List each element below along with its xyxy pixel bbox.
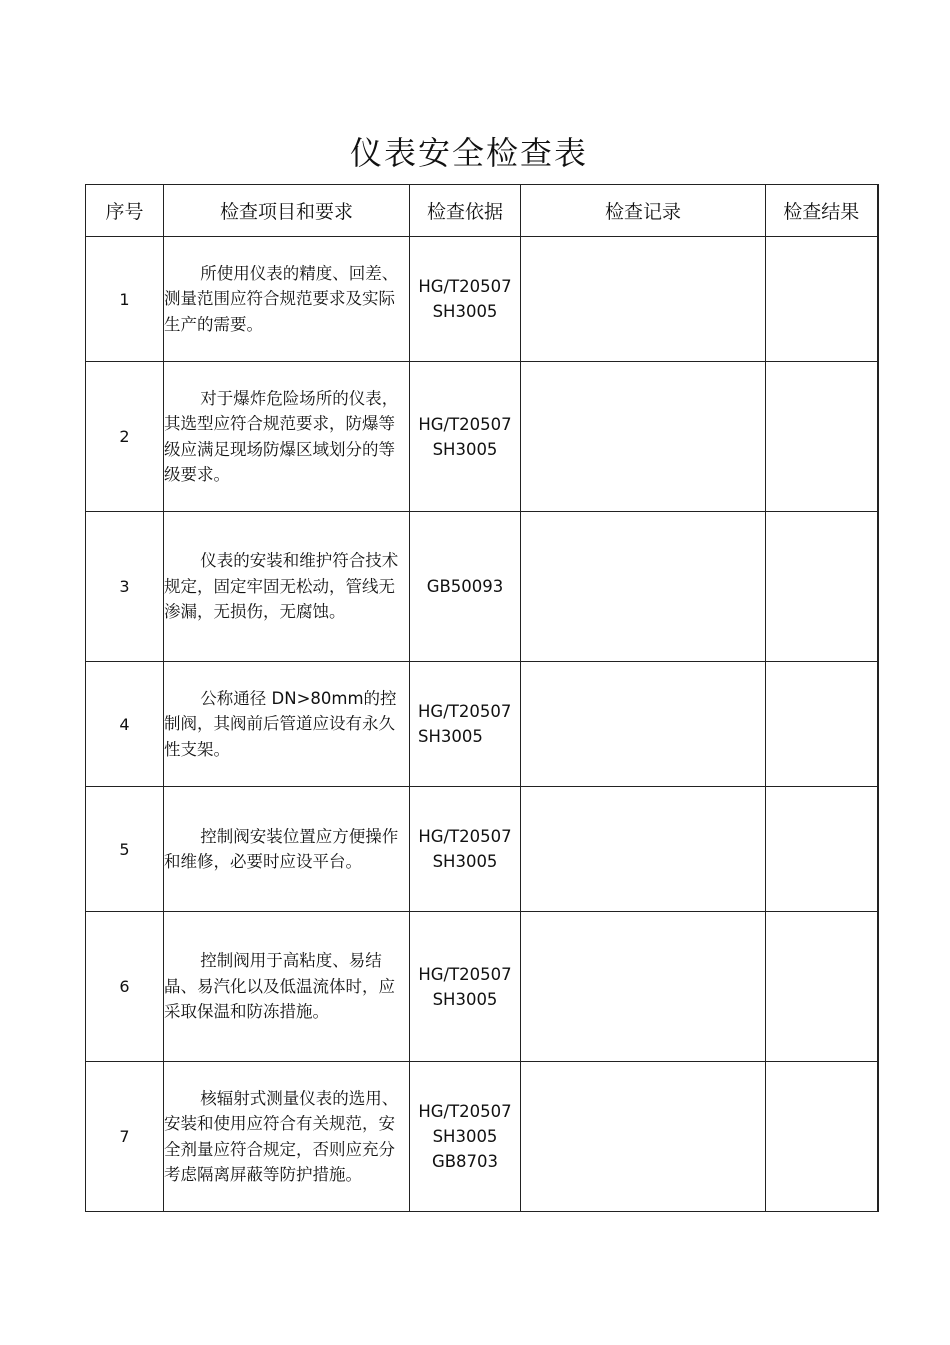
row-seq: 3 xyxy=(86,512,164,662)
row-record-cell[interactable] xyxy=(521,1062,766,1212)
row-seq: 1 xyxy=(86,237,164,362)
row-result-cell[interactable] xyxy=(766,237,878,362)
row-requirement: 对于爆炸危险场所的仪表，其选型应符合规范要求，防爆等级应满足现场防爆区域划分的等级要求。 xyxy=(164,388,399,484)
row-result-cell[interactable] xyxy=(766,912,878,1062)
row-requirement: 控制阀安装位置应方便操作和维修，必要时应设平台。 xyxy=(164,826,399,871)
row-record-cell[interactable] xyxy=(521,787,766,912)
row-requirement: 仪表的安装和维护符合技术规定，固定牢固无松动，管线无渗漏，无损伤，无腐蚀。 xyxy=(164,551,399,622)
table-row xyxy=(86,1062,878,1212)
row-seq: 2 xyxy=(86,362,164,512)
table-row xyxy=(86,362,878,512)
row-basis: HG/T20507 SH3005 xyxy=(410,787,521,912)
row-result-cell[interactable] xyxy=(766,787,878,912)
header-requirement: 检查项目和要求 xyxy=(164,185,410,237)
row-record-cell[interactable] xyxy=(521,237,766,362)
row-basis: HG/T20507 SH3005 GB8703 xyxy=(410,1062,521,1212)
row-requirement: 核辐射式测量仪表的选用、安装和使用应符合有关规范，安全剂量应符合规定，否则应充分考虑隔离屏蔽等防护措施。 xyxy=(164,1088,399,1184)
table-row xyxy=(86,512,878,662)
header-seq: 序号 xyxy=(86,185,164,237)
row-record-cell[interactable] xyxy=(521,662,766,787)
header-result: 检查结果 xyxy=(766,185,878,237)
row-seq: 4 xyxy=(86,662,164,787)
row-seq: 5 xyxy=(86,787,164,912)
table-row xyxy=(86,662,878,787)
row-basis: GB50093 xyxy=(410,512,521,662)
row-record-cell[interactable] xyxy=(521,912,766,1062)
row-result-cell[interactable] xyxy=(766,512,878,662)
table-row xyxy=(86,912,878,1062)
page-title: 仪表安全检查表 xyxy=(349,134,588,172)
row-record-cell[interactable] xyxy=(521,512,766,662)
row-result-cell[interactable] xyxy=(766,662,878,787)
row-record-cell[interactable] xyxy=(521,362,766,512)
table-header-row xyxy=(86,185,878,237)
header-record: 检查记录 xyxy=(521,185,766,237)
inspection-table xyxy=(85,184,879,1212)
row-basis: HG/T20507 SH3005 xyxy=(410,912,521,1062)
table-row xyxy=(86,787,878,912)
row-basis: HG/T20507 SH3005 xyxy=(410,362,521,512)
row-requirement: 控制阀用于高粘度、易结晶、易汽化以及低温流体时，应采取保温和防冻措施。 xyxy=(164,951,395,1022)
row-requirement: 所使用仪表的精度、回差、测量范围应符合规范要求及实际生产的需要。 xyxy=(164,263,399,334)
row-seq: 6 xyxy=(86,912,164,1062)
row-result-cell[interactable] xyxy=(766,1062,878,1212)
row-basis: HG/T20507 SH3005 xyxy=(410,237,521,362)
row-result-cell[interactable] xyxy=(766,362,878,512)
header-basis: 检查依据 xyxy=(410,185,521,237)
table-row xyxy=(86,237,878,362)
row-seq: 7 xyxy=(86,1062,164,1212)
row-requirement: 公称通径 DN>80mm的控制阀，其阀前后管道应设有永久性支架。 xyxy=(164,688,397,759)
row-basis: HG/T20507 SH3005 xyxy=(410,662,521,787)
